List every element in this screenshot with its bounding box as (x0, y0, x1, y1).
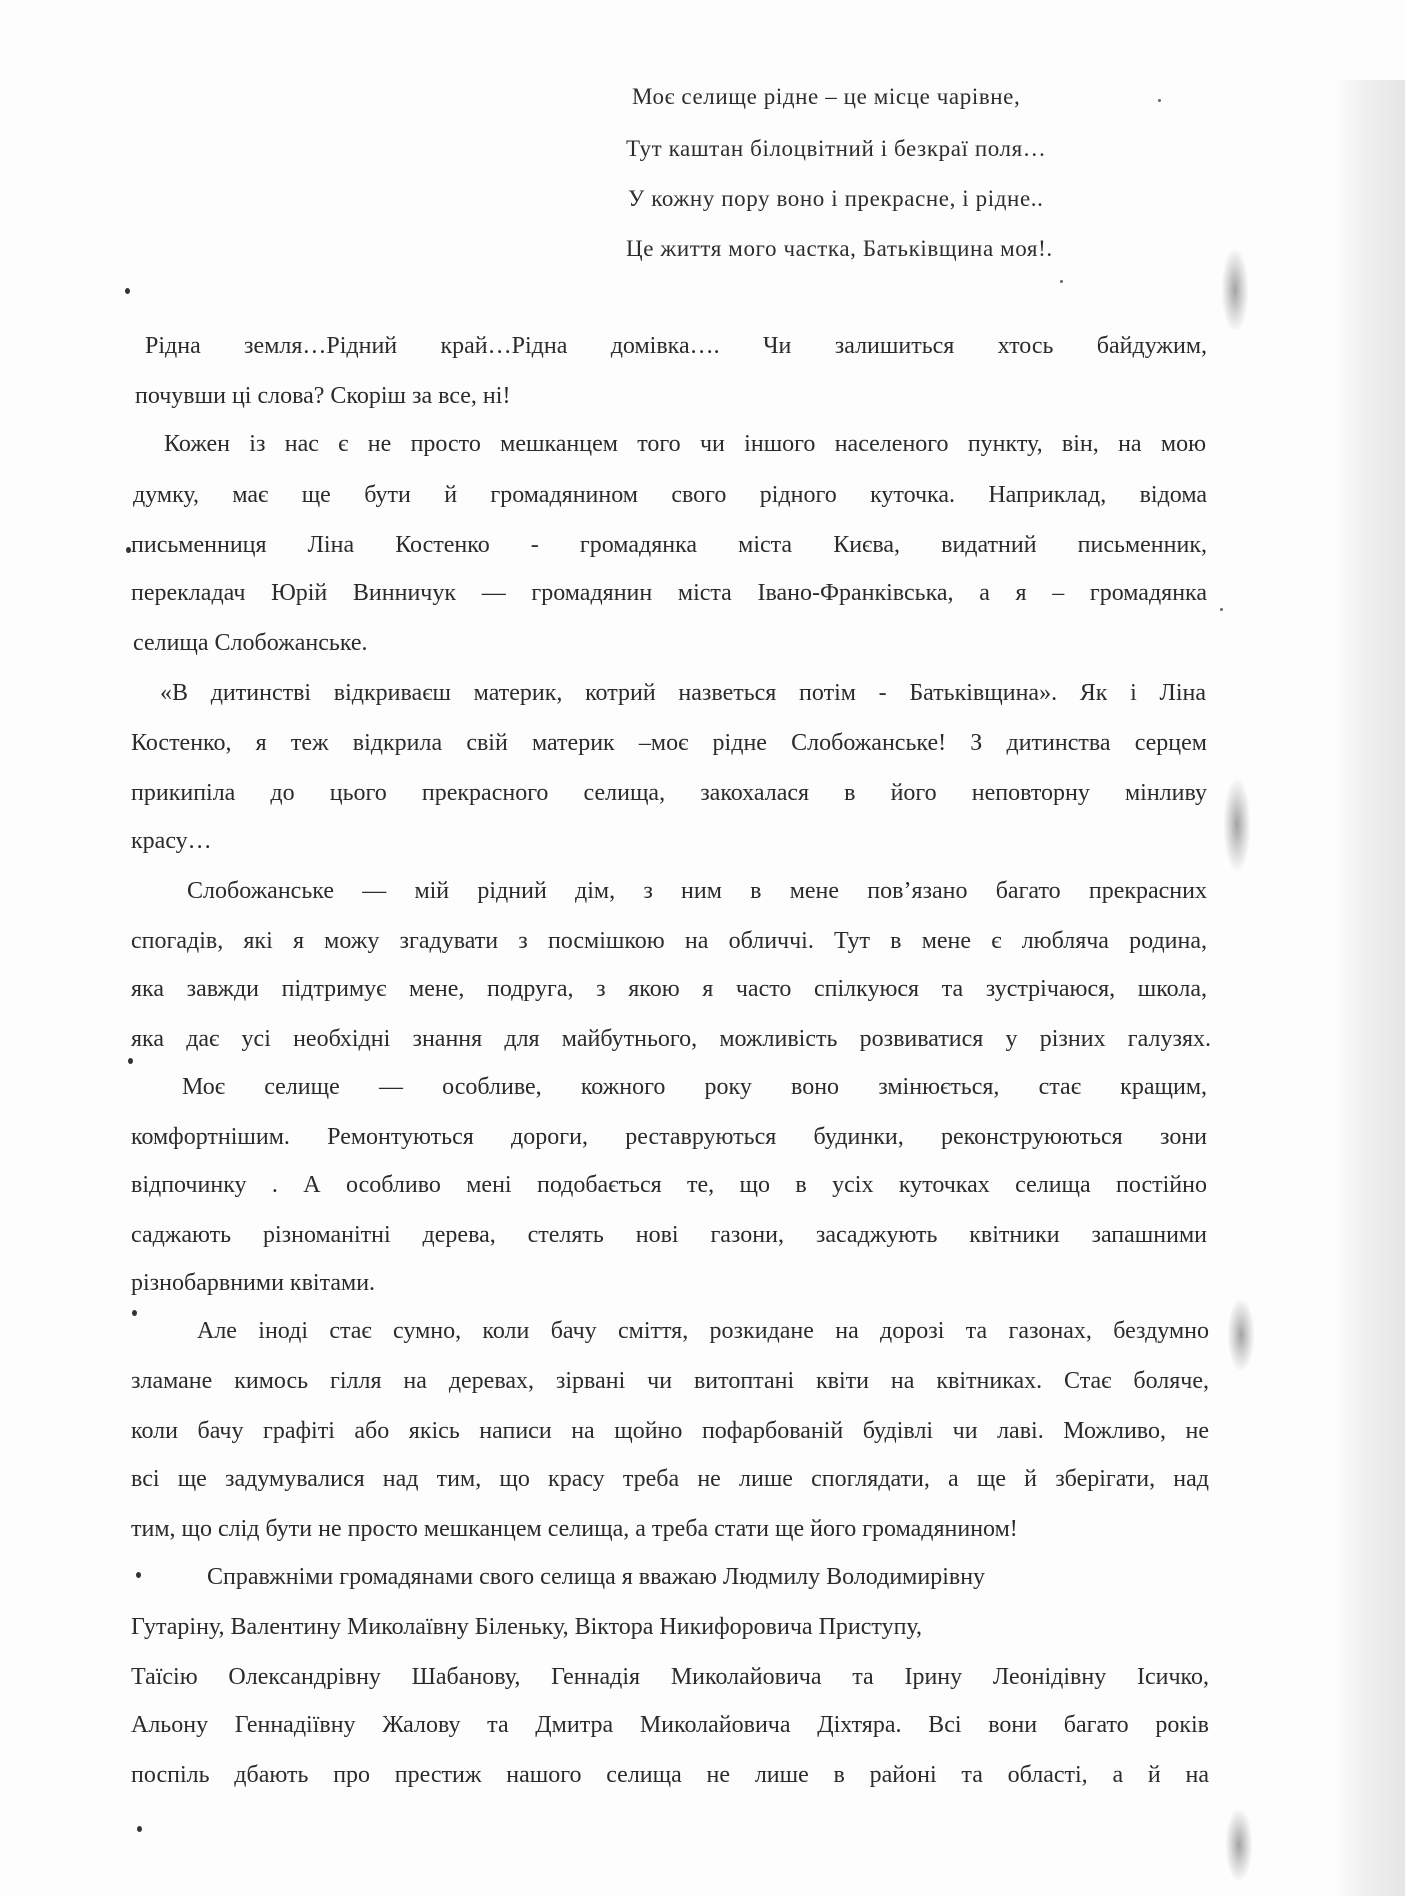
text-line: письменниця Ліна Костенко - громадянка міста Києва, видатний письменник, (131, 532, 1207, 558)
scan-smudge (1226, 1810, 1252, 1880)
scan-speck (128, 1058, 133, 1064)
text-line: комфортнішим. Ремонтуються дороги, реставруються будинки, реконструюються зони (131, 1124, 1207, 1150)
text-line: Рідна земля…Рідний край…Рідна домівка…. Чи залишиться хтось байдужим, (145, 333, 1207, 359)
text-line: зламане кимось гілля на деревах, зірвані чи витоптані квіти на квітниках. Стає боляче, (131, 1368, 1209, 1394)
poem-line: Моє селище рідне – це місце чарівне, (632, 84, 1021, 109)
text-line: саджають різноманітні дерева, стелять нові газони, засаджують квітники запашними (131, 1222, 1207, 1248)
scan-smudge (1224, 780, 1250, 870)
scan-speck (136, 1572, 141, 1578)
text-line: коли бачу графіті або якісь написи на щойно пофарбованій будівлі чи лаві. Можливо, не (131, 1418, 1209, 1444)
text-line: яка дає усі необхідні знання для майбутнього, можливість розвиватися у різних галузях. (131, 1026, 1211, 1052)
scan-smudge (1228, 1300, 1254, 1370)
poem-line: Це життя мого частка, Батьківщина моя!. (626, 236, 1053, 261)
text-line: яка завжди підтримує мене, подруга, з якою я часто спілкуюся та зустрічаюся, школа, (131, 976, 1207, 1002)
text-line: всі ще задумувалися над тим, що красу треба не лише споглядати, а ще й зберігати, над (131, 1466, 1209, 1492)
text-line: перекладач Юрій Винничук — громадянин міста Івано-Франківська, а я – громадянка (131, 580, 1207, 606)
poem-line: У кожну пору воно і прекрасне, і рідне.. (628, 186, 1044, 211)
text-line: Слобожанське — мій рідний дім, з ним в мене пов’язано багато прекрасних (187, 878, 1207, 904)
scan-speck (125, 288, 130, 294)
text-line: відпочинку . А особливо мені подобається те, що в усіх куточках селища постійно (131, 1172, 1207, 1198)
text-line: Справжніми громадянами свого селища я вважаю Людмилу Володимирівну (207, 1564, 986, 1590)
text-line: прикипіла до цього прекрасного селища, закохалася в його неповторну мінливу (131, 780, 1207, 806)
text-line: тим, що слід бути не просто мешканцем селища, а треба стати ще його громадянином! (131, 1516, 1018, 1542)
text-line: Кожен із нас є не просто мешканцем того чи іншого населеного пункту, він, на мою (164, 431, 1206, 457)
text-line: красу… (131, 828, 212, 854)
text-line: почувши ці слова? Скоріш за все, ні! (135, 383, 511, 409)
text-line: Костенко, я теж відкрила свій материк –моє рідне Слобожанське! З дитинства серцем (131, 730, 1207, 756)
scan-edge-shadow (1335, 80, 1405, 1896)
text-line: спогадів, які я можу згадувати з посмішкою на обличчі. Тут в мене є любляча родина, (131, 928, 1207, 954)
scan-speck (1158, 99, 1161, 102)
scan-speck (1060, 280, 1063, 283)
text-line: Гутаріну, Валентину Миколаївну Біленьку, Віктора Никифоровича Приступу, (131, 1614, 923, 1640)
text-line: Але іноді стає сумно, коли бачу сміття, розкидане на дорозі та газонах, бездумно (197, 1318, 1209, 1344)
scan-speck (1220, 608, 1223, 611)
scan-speck (132, 1310, 137, 1316)
text-line: селища Слобожанське. (133, 630, 368, 656)
text-line: «В дитинстві відкриваєш материк, котрий назветься потім - Батьківщина». Як і Ліна (160, 680, 1206, 706)
scan-speck (137, 1826, 142, 1832)
text-line: поспіль дбають про престиж нашого селища не лише в районі та області, а й на (131, 1762, 1209, 1788)
text-line: думку, має ще бути й громадянином свого рідного куточка. Наприклад, відома (133, 482, 1207, 508)
text-line: Альону Геннадіївну Жалову та Дмитра Миколайовича Діхтяра. Всі вони багато років (131, 1712, 1209, 1738)
poem-line: Тут каштан білоцвітний і безкраї поля… (626, 136, 1047, 161)
text-line: Моє селище — особливе, кожного року воно змінюється, стає кращим, (182, 1074, 1207, 1100)
text-line: різнобарвними квітами. (131, 1270, 376, 1296)
scan-smudge (1222, 250, 1248, 330)
text-line: Таїсію Олександрівну Шабанову, Геннадія Миколайовича та Ірину Леонідівну Ісичко, (131, 1664, 1209, 1690)
